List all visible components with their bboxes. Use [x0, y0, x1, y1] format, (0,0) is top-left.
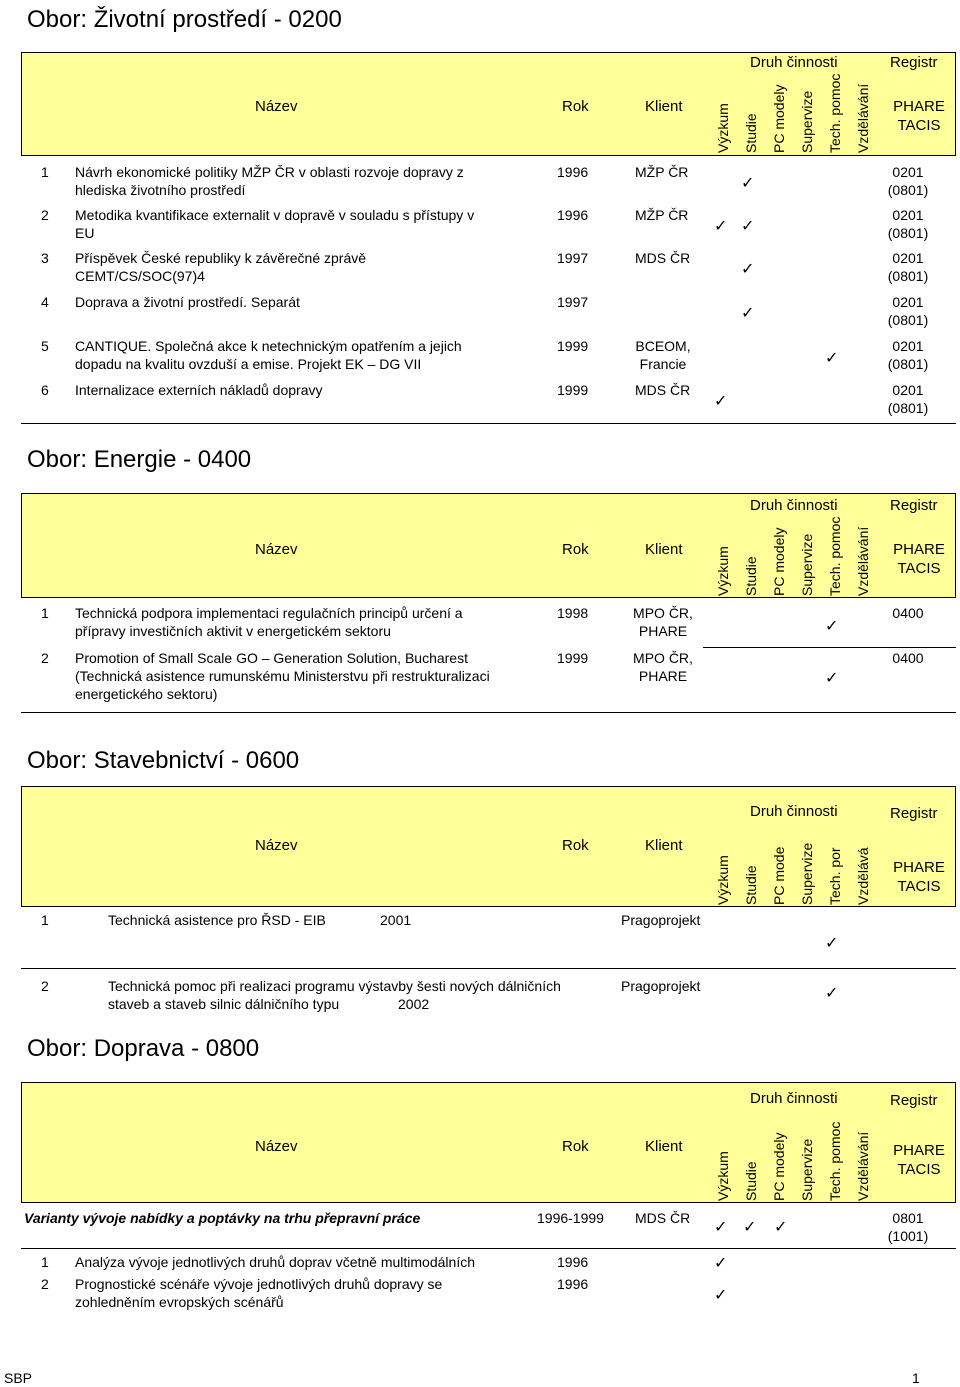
- header-col-vzdelavani: Vzdělává: [855, 847, 871, 905]
- header-col-vzdelavani: Vzdělávání: [855, 83, 871, 153]
- check-mark-icon: ✓: [714, 391, 728, 410]
- header-activity: Druh činnosti: [750, 497, 838, 514]
- row-client: MDS ČR: [635, 1210, 691, 1226]
- row-register: 0201 (0801): [887, 338, 929, 372]
- row-client: Pragoprojekt: [621, 912, 701, 928]
- table-header-energy: [21, 493, 956, 598]
- header-col-supervize: Supervize: [799, 533, 815, 596]
- header-activity: Druh činnosti: [750, 1090, 838, 1107]
- row-client: MDS ČR: [635, 382, 691, 398]
- header-col-supervize: Supervize: [799, 842, 815, 905]
- header-col-pc-modely: PC modely: [771, 527, 787, 596]
- header-col-tech-pomoc: Tech. por: [827, 847, 843, 905]
- row-client: MPO ČR, PHARE: [633, 650, 693, 684]
- header-register: Registr: [890, 54, 938, 71]
- row-name: Promotion of Small Scale GO – Generation Solution, Bucharest (Technická asistence rumunskému Ministerstvu při restrukturalizaci energetického sektoru): [75, 650, 490, 702]
- row-year: 1997: [557, 294, 589, 310]
- section-title-transport: Obor: Doprava - 0800: [27, 1035, 260, 1062]
- table-header-transport: [21, 1082, 956, 1203]
- header-phare-tacis: PHARE TACIS: [893, 541, 945, 577]
- header-client: Klient: [645, 541, 683, 558]
- section-title-env: Obor: Životní prostředí - 0200: [27, 6, 342, 33]
- check-mark-icon: ✓: [741, 216, 755, 235]
- header-col-tech-pomoc: Tech. pomoc: [827, 1121, 843, 1201]
- row-num: 1: [41, 912, 49, 928]
- row-name: Prognostické scénáře vývoje jednotlivých druhů dopravy se zohledněním evropských scénářů: [75, 1276, 443, 1310]
- header-col-vyzkum: Výzkum: [715, 546, 731, 596]
- header-col-studie: Studie: [743, 113, 759, 153]
- row-year: 1996-1999: [537, 1210, 604, 1226]
- row-name: Metodika kvantifikace externalit v dopravě v souladu s přístupy v EU: [75, 207, 475, 241]
- check-mark-icon: ✓: [714, 1285, 728, 1304]
- row-client: MŽP ČR: [635, 164, 689, 180]
- row-num: 2: [41, 1276, 49, 1292]
- footer-left: SBP: [4, 1370, 33, 1386]
- header-year: Rok: [562, 1138, 589, 1155]
- header-client: Klient: [645, 1138, 683, 1155]
- header-col-studie: Studie: [743, 865, 759, 905]
- header-register: Registr: [890, 805, 938, 822]
- header-name: Název: [255, 98, 298, 115]
- check-mark-icon: ✓: [741, 259, 755, 278]
- row-divider: [21, 1248, 956, 1249]
- check-mark-icon: ✓: [825, 933, 839, 952]
- header-col-studie: Studie: [743, 556, 759, 596]
- row-name: Technická pomoc při realizaci programu výstavby šesti nových dálničních staveb a staveb silnic dálničního typu: [108, 978, 561, 1012]
- row-name: Internalizace externích nákladů dopravy: [75, 382, 323, 398]
- row-client: MŽP ČR: [635, 207, 689, 223]
- row-client: Pragoprojekt: [621, 978, 701, 994]
- check-mark-icon: ✓: [714, 1253, 728, 1272]
- section-title-energy: Obor: Energie - 0400: [27, 446, 252, 473]
- row-client: BCEOM, Francie: [635, 338, 691, 372]
- row-name: Analýza vývoje jednotlivých druhů doprav včetně multimodálních: [75, 1254, 475, 1270]
- row-num: 4: [41, 294, 49, 310]
- row-client: MPO ČR, PHARE: [633, 605, 693, 639]
- row-year: 1999: [557, 338, 589, 354]
- check-mark-icon: ✓: [825, 983, 839, 1002]
- header-activity: Druh činnosti: [750, 54, 838, 71]
- check-mark-icon: ✓: [825, 348, 839, 367]
- header-name: Název: [255, 1138, 298, 1155]
- row-register: 0201 (0801): [887, 382, 929, 416]
- row-year: 2001: [380, 912, 412, 928]
- row-year: 1996: [557, 164, 589, 180]
- section-title-construction: Obor: Stavebnictví - 0600: [27, 747, 300, 774]
- table-header-env: [21, 52, 956, 156]
- row-num: 2: [41, 207, 49, 223]
- header-col-pc-modely: PC modely: [771, 1132, 787, 1201]
- row-year: 1997: [557, 250, 589, 266]
- page-number: 1: [912, 1370, 920, 1386]
- table-bottom-rule: [21, 423, 956, 424]
- check-mark-icon: ✓: [714, 1217, 728, 1236]
- row-register: 0201 (0801): [887, 207, 929, 241]
- header-name: Název: [255, 837, 298, 854]
- header-col-tech-pomoc: Tech. pomoc: [827, 516, 843, 596]
- row-year: 1996: [557, 1276, 589, 1292]
- header-col-vyzkum: Výzkum: [715, 855, 731, 905]
- header-activity: Druh činnosti: [750, 803, 838, 820]
- header-register: Registr: [890, 1092, 938, 1109]
- row-register: 0201 (0801): [887, 164, 929, 198]
- row-name: Příspěvek České republiky k závěrečné zprávě CEMT/CS/SOC(97)4: [75, 250, 367, 284]
- header-col-pc-modely: PC mode: [771, 846, 787, 905]
- row-divider: [703, 647, 956, 648]
- row-name: Doprava a životní prostředí. Separát: [75, 294, 300, 310]
- row-name: Návrh ekonomické politiky MŽP ČR v oblasti rozvoje dopravy z hlediska životního prostředí: [75, 164, 464, 198]
- row-register: 0201 (0801): [887, 250, 929, 284]
- header-client: Klient: [645, 98, 683, 115]
- row-client: MDS ČR: [635, 250, 691, 266]
- row-num: 1: [41, 1254, 49, 1270]
- row-year: 1998: [557, 605, 589, 621]
- table-bottom-rule: [21, 712, 956, 713]
- check-mark-icon: ✓: [825, 616, 839, 635]
- row-num: 5: [41, 338, 49, 354]
- row-register: 0400: [892, 605, 924, 621]
- check-mark-icon: ✓: [741, 303, 755, 322]
- row-num: 2: [41, 978, 49, 994]
- row-register: 0801 (1001): [887, 1210, 929, 1244]
- row-year: 1999: [557, 650, 589, 666]
- check-mark-icon: ✓: [741, 173, 755, 192]
- row-num: 1: [41, 164, 49, 180]
- row-num: 6: [41, 382, 49, 398]
- header-phare-tacis: PHARE TACIS: [893, 859, 945, 895]
- header-client: Klient: [645, 837, 683, 854]
- header-year: Rok: [562, 98, 589, 115]
- row-year: 1996: [557, 1254, 589, 1270]
- row-num: 1: [41, 605, 49, 621]
- check-mark-icon: ✓: [743, 1217, 757, 1236]
- row-year: 1999: [557, 382, 589, 398]
- header-year: Rok: [562, 541, 589, 558]
- table-header-construction: [21, 786, 956, 907]
- header-register: Registr: [890, 497, 938, 514]
- check-mark-icon: ✓: [825, 668, 839, 687]
- header-phare-tacis: PHARE TACIS: [893, 98, 945, 134]
- header-col-pc-modely: PC modely: [771, 84, 787, 153]
- header-col-supervize: Supervize: [799, 1138, 815, 1201]
- header-phare-tacis: PHARE TACIS: [893, 1142, 945, 1178]
- row-register: 0400: [892, 650, 924, 666]
- check-mark-icon: ✓: [774, 1217, 788, 1236]
- header-col-vzdelavani: Vzdělávání: [855, 1131, 871, 1201]
- row-year: 1996: [557, 207, 589, 223]
- row-name: CANTIQUE. Společná akce k netechnickým opatřením a jejich dopadu na kvalitu ovzduší a emise. Projekt EK – DG VII: [75, 338, 462, 372]
- header-year: Rok: [562, 837, 589, 854]
- row-name: Technická asistence pro ŘSD - EIB: [108, 912, 326, 928]
- header-col-vyzkum: Výzkum: [715, 103, 731, 153]
- row-register: 0201 (0801): [887, 294, 929, 328]
- header-col-supervize: Supervize: [799, 90, 815, 153]
- row-name-heading: Varianty vývoje nabídky a poptávky na trhu přepravní práce: [24, 1210, 421, 1226]
- row-name: Technická podpora implementaci regulačních principů určení a přípravy investičních aktivit v energetickém sektoru: [75, 605, 463, 639]
- row-divider: [21, 968, 956, 969]
- row-year: 2002: [398, 996, 430, 1012]
- header-name: Název: [255, 541, 298, 558]
- header-col-vyzkum: Výzkum: [715, 1151, 731, 1201]
- header-col-vzdelavani: Vzdělávání: [855, 526, 871, 596]
- header-col-tech-pomoc: Tech. pomoc: [827, 73, 843, 153]
- row-num: 2: [41, 650, 49, 666]
- row-num: 3: [41, 250, 49, 266]
- check-mark-icon: ✓: [714, 216, 728, 235]
- header-col-studie: Studie: [743, 1161, 759, 1201]
